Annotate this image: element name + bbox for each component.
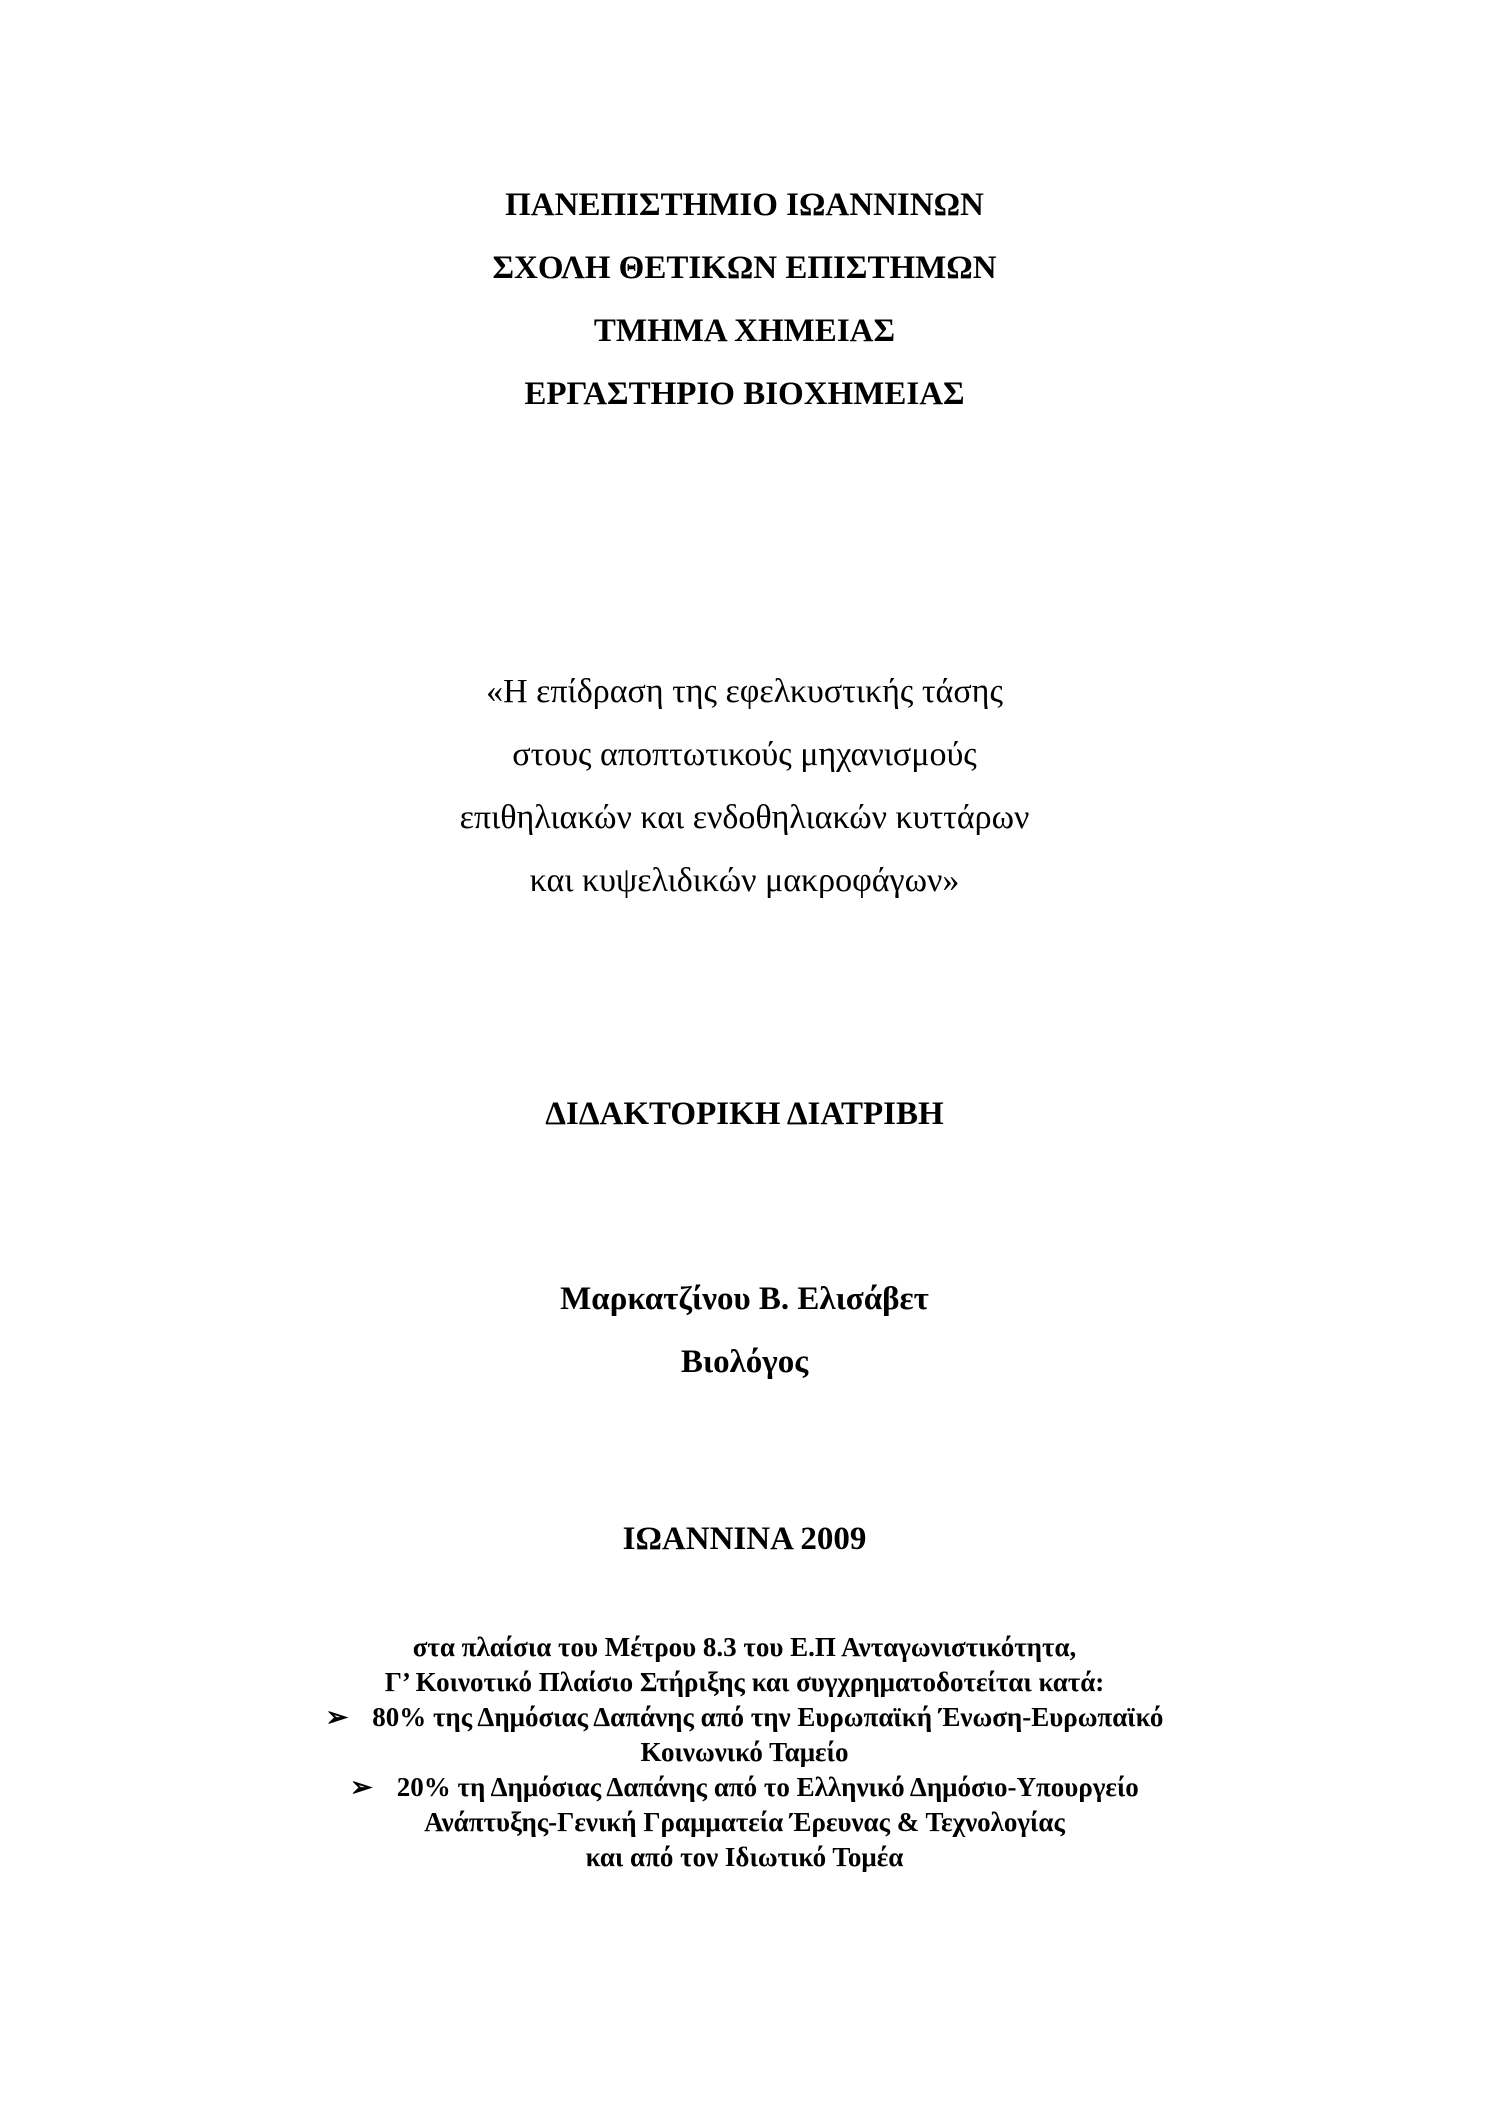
author-name: Μαρκατζίνου Β. Ελισάβετ [560, 1281, 929, 1317]
funding-item-1 [0, 1700, 1489, 1735]
funding-intro-line-1: στα πλαίσια του Μέτρου 8.3 του Ε.Π Ανταγωνιστικότητα, [412, 1632, 1077, 1662]
document-type-text: ΔΙΔΑΚΤΟΡΙΚΗ ΔΙΑΤΡΙΒΗ [545, 1096, 944, 1132]
school-name: ΣΧΟΛΗ ΘΕΤΙΚΩΝ ΕΠΙΣΤΗΜΩΝ [492, 250, 997, 286]
funding-item-2-continuation-1: Ανάπτυξης-Γενική Γραμματεία Έρευνας & Τεχνολογίας [424, 1807, 1065, 1837]
title-line-4: και κυψελιδικών μακροφάγων» [529, 862, 960, 899]
funding-statement [0, 1630, 1489, 1875]
place-year-text: ΙΩΑΝΝΙΝΑ 2009 [622, 1521, 867, 1557]
arrow-bullet-icon: ➢ [325, 1702, 349, 1732]
institution-header [0, 174, 1489, 426]
author-block [0, 1268, 1489, 1394]
department-name: ΤΜΗΜΑ ΧΗΜΕΙΑΣ [593, 313, 896, 349]
thesis-title [0, 660, 1489, 912]
funding-item-2-text: 20% τη Δημόσιας Δαπάνης από το Ελληνικό Δημόσιο-Υπουργείο [396, 1772, 1139, 1802]
author-profession: Βιολόγος [680, 1344, 809, 1380]
funding-item-1-text: 80% της Δημόσιας Δαπάνης από την Ευρωπαϊκή Ένωση-Ευρωπαϊκό [372, 1702, 1164, 1732]
university-name: ΠΑΝΕΠΙΣΤΗΜΙΟ ΙΩΑΝΝΙΝΩΝ [505, 187, 984, 223]
laboratory-name: ΕΡΓΑΣΤΗΡΙΟ ΒΙΟΧΗΜΕΙΑΣ [524, 376, 965, 412]
document-type [0, 1090, 1489, 1138]
place-year [0, 1515, 1489, 1563]
funding-item-2 [0, 1770, 1489, 1805]
funding-item-1-continuation: Κοινωνικό Ταμείο [640, 1737, 849, 1767]
funding-intro-line-2: Γ’ Κοινοτικό Πλαίσιο Στήριξης και συγχρηματοδοτείται κατά: [384, 1667, 1105, 1697]
title-line-3: επιθηλιακών και ενδοθηλιακών κυττάρων [459, 799, 1030, 836]
title-line-2: στους αποπτωτικούς μηχανισμούς [512, 736, 977, 773]
title-line-1: «Η επίδραση της εφελκυστικής τάσης [486, 673, 1003, 710]
funding-item-2-continuation-2: και από τον Ιδιωτικό Τομέα [585, 1842, 904, 1872]
arrow-bullet-icon: ➢ [350, 1772, 373, 1802]
